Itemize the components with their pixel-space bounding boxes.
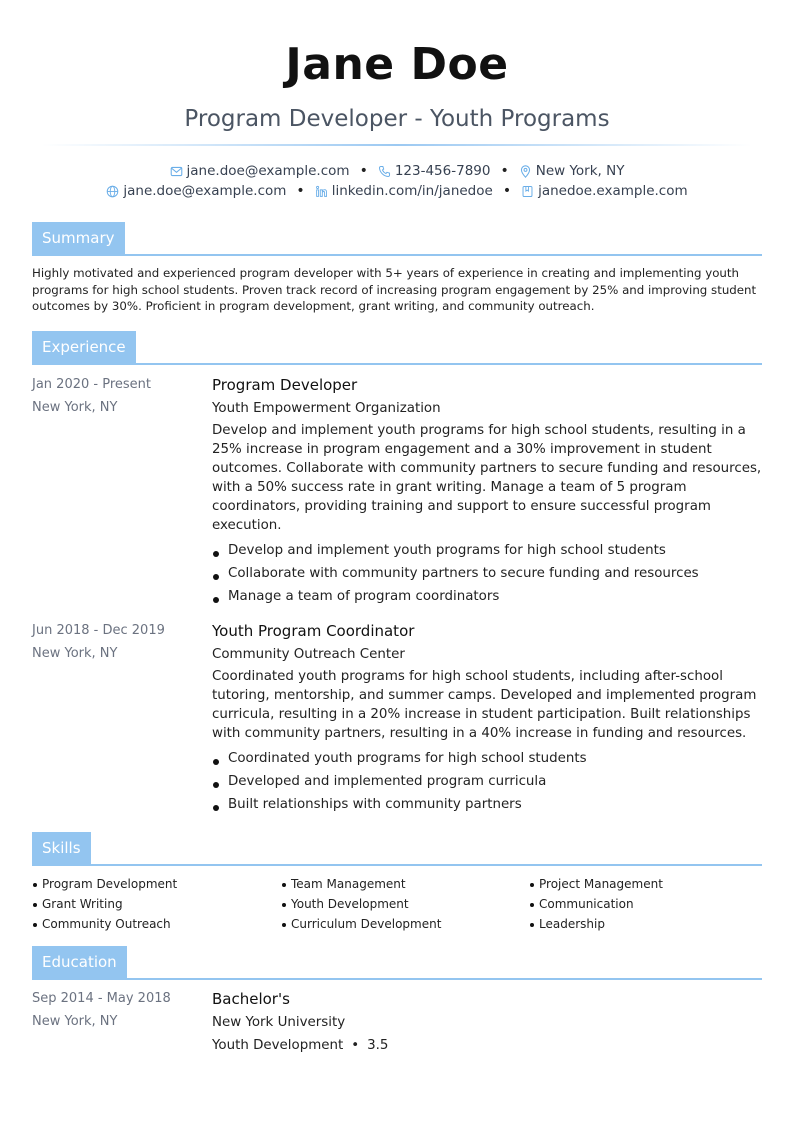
entry-dates: Sep 2014 - May 2018 (32, 990, 171, 1006)
education-entry (32, 987, 762, 1056)
education-section (32, 946, 762, 1056)
entry-dates: Jan 2020 - Present (32, 376, 151, 392)
skill-item: Leadership (529, 914, 762, 934)
list-item: Developed and implemented program curricula (212, 770, 762, 793)
bookmark-icon (521, 185, 534, 198)
contact-location-text: New York, NY (535, 163, 625, 179)
degree-title: Bachelor's (212, 989, 290, 1008)
entry-meta (32, 373, 212, 608)
entry-details (212, 373, 762, 608)
entry-dates: Jun 2018 - Dec 2019 (32, 622, 165, 638)
contact-portfolio[interactable] (521, 181, 688, 201)
skill-item: Project Management (529, 874, 762, 894)
entry-bullets (212, 747, 762, 816)
section-title: Experience (32, 331, 136, 363)
entry-location: New York, NY (32, 399, 118, 415)
contact-phone-text: 123-456-7890 (394, 163, 491, 179)
contact-email-text: jane.doe@example.com (186, 163, 350, 179)
candidate-name: Jane Doe (285, 39, 509, 90)
contact-website[interactable] (106, 181, 286, 201)
section-title: Summary (32, 222, 125, 254)
list-item: Develop and implement youth programs for high school students (212, 539, 762, 562)
experience-entry (32, 619, 762, 816)
entry-description: Develop and implement youth programs for high school students, resulting in a 25% increase in program engagement and a 30% improvement in student outcomes. Collaborate with community partners to secure funding and resources, with a 50% success rate in grant writing. Manage a team of 5 program coordinators, providing training and support to ensure successful program execution. (212, 422, 762, 533)
list-item: Manage a team of program coordinators (212, 585, 762, 608)
entry-meta (32, 619, 212, 816)
contact-row-primary (32, 161, 762, 181)
skill-item: Grant Writing (32, 894, 281, 914)
summary-section (32, 222, 762, 315)
contact-email[interactable] (170, 161, 350, 181)
skill-item: Curriculum Development (281, 914, 529, 934)
field-and-gpa (212, 1036, 762, 1056)
gpa-value: 3.5 (367, 1037, 389, 1053)
section-header (32, 832, 762, 866)
experience-entry (32, 373, 762, 608)
separator-dot: • (351, 1037, 360, 1053)
linkedin-icon (315, 185, 328, 198)
entry-description: Coordinated youth programs for high school students, including after-school tutoring, mentorship, and summer camps. Developed and implemented program curricula, resulting in a 20% increase in student participation. Built relationships with community partners, resulting in a 40% increase in funding and resources. (212, 668, 757, 741)
contact-linkedin-text: linkedin.com/in/janedoe (331, 183, 493, 199)
skill-item: Team Management (281, 874, 529, 894)
school-name: New York University (212, 1014, 346, 1030)
list-item: Built relationships with community partners (212, 793, 762, 816)
skill-item: Youth Development (281, 894, 529, 914)
entry-title: Program Developer (212, 375, 358, 394)
separator-dot: • (296, 183, 305, 199)
entry-location: New York, NY (32, 645, 118, 661)
contact-location (519, 161, 625, 181)
location-pin-icon (519, 165, 532, 178)
skills-grid (32, 874, 762, 934)
contact-phone[interactable] (378, 161, 491, 181)
skill-item: Program Development (32, 874, 281, 894)
section-title: Education (32, 946, 127, 978)
section-title: Skills (32, 832, 91, 864)
section-header (32, 331, 762, 365)
section-header (32, 946, 762, 980)
title-divider (42, 144, 752, 146)
experience-section (32, 331, 762, 816)
list-item: Collaborate with community partners to secure funding and resources (212, 562, 762, 585)
entry-details (212, 987, 762, 1056)
field-of-study: Youth Development (212, 1037, 344, 1053)
section-header (32, 222, 762, 256)
mail-icon (170, 165, 183, 178)
entry-meta (32, 987, 212, 1056)
contact-linkedin[interactable] (315, 181, 493, 201)
skills-section (32, 832, 762, 934)
entry-organization: Youth Empowerment Organization (212, 400, 441, 416)
entry-title: Youth Program Coordinator (212, 621, 415, 640)
globe-icon (106, 185, 119, 198)
list-item: Coordinated youth programs for high school students (212, 747, 762, 770)
separator-dot: • (359, 163, 368, 179)
phone-icon (378, 165, 391, 178)
separator-dot: • (502, 183, 512, 199)
separator-dot: • (500, 163, 509, 179)
skill-item: Community Outreach (32, 914, 281, 934)
summary-text: Highly motivated and experienced program developer with 5+ years of experience in creating and implementing youth programs for high school students. Proven track record of increasing program engagement by 25% and improving student outcomes by 30%. Proficient in program development, grant writing, and community outreach. (32, 266, 757, 313)
entry-location: New York, NY (32, 1013, 118, 1029)
contact-website-text: jane.doe@example.com (123, 183, 287, 199)
job-title: Program Developer - Youth Programs (184, 106, 610, 132)
entry-organization: Community Outreach Center (212, 646, 405, 662)
skill-item: Communication (529, 894, 762, 914)
entry-details (212, 619, 762, 816)
entry-bullets (212, 539, 762, 608)
contact-row-secondary (32, 181, 762, 201)
contact-portfolio-text: janedoe.example.com (538, 183, 688, 199)
